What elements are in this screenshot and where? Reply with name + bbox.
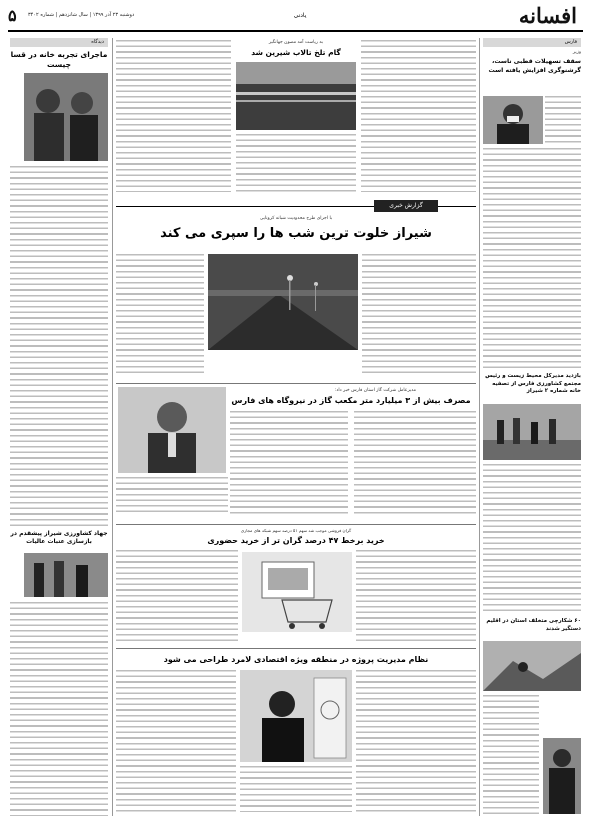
gas-headline: مصرف بیش از ۳ میلیارد متر مکعب گاز در نیروگاه های فارس [231,396,471,405]
top-photo [236,62,356,130]
gas-body-3 [116,477,228,515]
feature-headline: شیراز خلوت ترین شب ها را سپری می کند [160,226,432,241]
left-body-4 [483,695,539,815]
right-body-2 [10,602,108,816]
column-tag [10,38,108,47]
feature-body-left [116,254,204,374]
right-photo-2 [24,553,108,597]
top-body-right [361,40,476,192]
column-divider-2 [479,38,480,816]
purchase-body-right [356,550,476,642]
masthead [0,0,591,36]
right-photo-1 [24,73,108,161]
gas-body-2 [354,411,476,515]
page-number: ۵ [8,6,17,25]
purchase-kicker: گران فروشی موجب شد سهم ۵۱ درصد سهم شبکه های مجازی [240,528,352,533]
left-body-2 [483,148,581,368]
column-divider [112,38,113,816]
bottom-story [116,648,476,816]
left-third-headline: ۶۰ شکارچی متخلف استان در اقلیم دستگیر شدند [486,618,581,632]
gas-body-1 [230,411,348,515]
purchase-body-left [116,550,238,642]
feature-story [116,200,476,380]
gas-photo [118,387,226,473]
bottom-rule [116,648,476,649]
purchase-rule [116,524,476,525]
feature-photo [208,254,358,350]
top-middle-story [116,38,476,198]
left-photo-3 [483,641,581,691]
gas-kicker: مدیرعامل شرکت گاز استان فارس خبر داد: [334,388,416,393]
right-second-headline: جهاد کشاورزی شیراز پیشقدم در بازسازی عتبات عالیات [10,530,108,545]
bottom-body-right [356,670,476,812]
top-body-center [236,134,356,192]
left-photo-2 [483,404,581,460]
top-body-left [116,40,231,192]
left-column-tag-label: فارس [564,39,577,45]
feature-body-right [362,254,476,374]
top-headline: گام تلخ تالاب شیرین شد [251,48,341,57]
left-body-1 [545,96,581,144]
left-photo-1 [483,96,543,144]
purchase-photo [242,552,352,632]
purchase-headline: خرید برخط ۴۷ درصد گران تر از خرید حضوری [207,536,385,545]
gas-rule [116,383,476,384]
gas-story [116,383,476,521]
newspaper-logo: افسانه [518,3,577,28]
left-second-headline: بازدید مدیرکل محیط زیست و رئیس مجتمع کشاورزی فارس از تصفیه خانه شماره ۲ شیراز [485,373,581,394]
bottom-body-center [240,766,352,812]
left-body-3 [483,464,581,614]
left-kicker: وزیر [572,50,581,55]
date-line: دوشنبه ۲۳ آذر ۱۳۹۹ | سال شانزدهم | شماره ۳۴۰۲ [28,12,135,18]
bottom-headline: نظام مدیریت پروژه در منطقه ویژه اقتصادی لامرد طراحی می شود [163,655,429,664]
feature-kicker: با اجرای طرح محدودیت شبانه کرونایی [259,216,333,221]
bottom-photo [240,670,352,762]
left-column [483,38,581,816]
feature-label [374,200,438,212]
feature-label-text: گزارش خبری [389,202,423,209]
left-headline: سقف تسهیلات قطبی ناست، گرشنوگری افزایش یافته است [488,58,581,74]
right-body-1 [10,166,108,526]
bottom-body-left [116,670,236,812]
left-column-tag [483,38,581,47]
right-column [10,38,108,816]
section-name: یادنی [293,12,307,19]
right-headline: ماجرای تجربه خانه در قسا چیست [10,50,108,69]
top-kicker: به ریاست آمد مصون جهانگیر [268,40,324,45]
left-photo-4 [543,738,581,814]
masthead-rule [8,30,583,32]
purchase-story [116,524,476,646]
column-tag-label: دیدگاه [91,39,104,45]
